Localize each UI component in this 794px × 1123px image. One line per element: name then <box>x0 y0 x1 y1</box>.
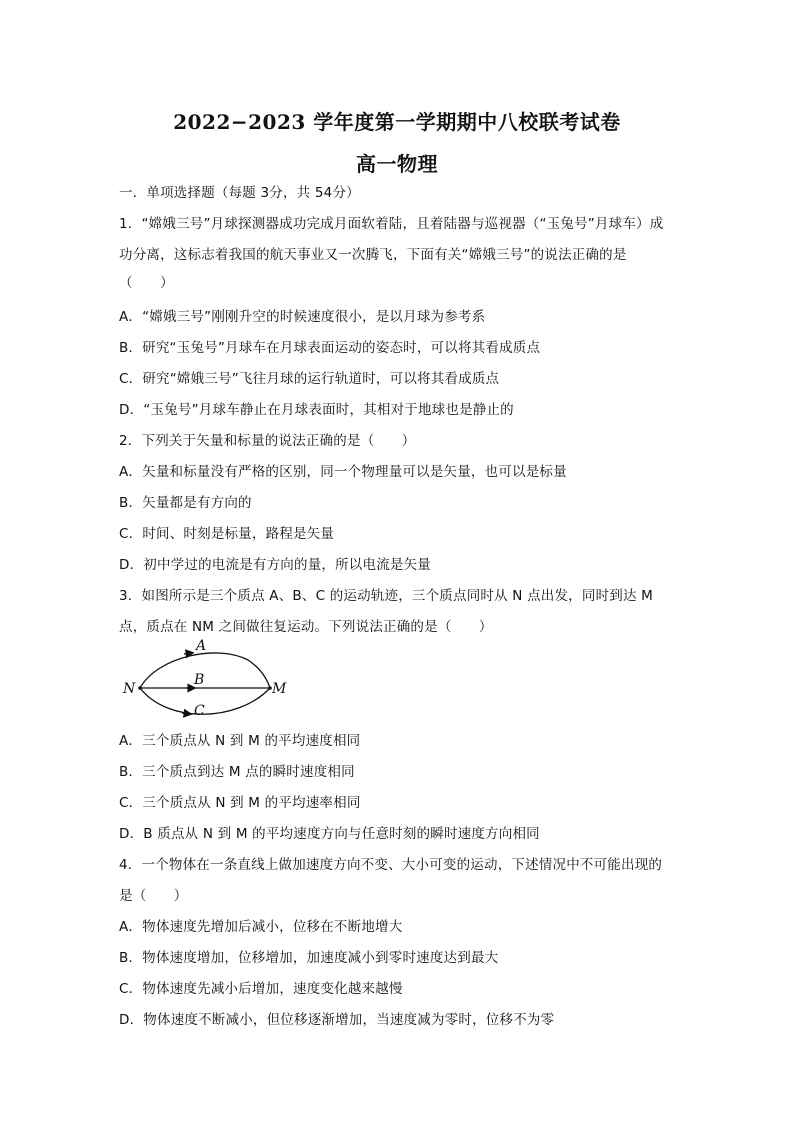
q3-stem-line1: 3．如图所示是三个质点 A、B、C 的运动轨迹，三个质点同时从 N 点出发，同时到达 M <box>119 588 654 604</box>
q1-option-d: D．“玉兔号”月球车静止在月球表面时，其相对于地球也是静止的 <box>119 402 514 418</box>
section-heading: 一．单项选择题（每题 3分，共 54分） <box>119 185 360 201</box>
q2-option-c: C．时间、时刻是标量，路程是矢量 <box>119 526 335 542</box>
label-a: A <box>196 638 207 654</box>
q1-option-c: C．研究“嫦娥三号”飞往月球的运行轨道时，可以将其看成质点 <box>119 371 500 387</box>
q4-option-d: D．物体速度不断减小，但位移逐渐增加，当速度减为零时，位移不为零 <box>119 1012 555 1028</box>
q2-option-a: A．矢量和标量没有严格的区别，同一个物理量可以是矢量，也可以是标量 <box>119 464 567 480</box>
path-a-curve <box>140 653 270 688</box>
q1-option-a: A．“嫦娥三号”刚刚升空的时候速度很小，是以月球为参考系 <box>119 309 486 325</box>
q2-option-b: B．矢量都是有方向的 <box>119 495 252 511</box>
trajectory-figure <box>118 634 298 724</box>
label-c: C <box>194 703 205 719</box>
q2-option-d: D．初中学过的电流是有方向的量，所以电流是矢量 <box>119 557 431 573</box>
q1-option-b: B．研究“玉兔号”月球车在月球表面运动的姿态时，可以将其看成质点 <box>119 340 541 356</box>
path-a-arrow <box>184 653 192 654</box>
q3-option-d: D．B 质点从 N 到 M 的平均速度方向与任意时刻的瞬时速度方向相同 <box>119 826 540 842</box>
label-n: N <box>123 681 136 697</box>
q3-option-b: B．三个质点到达 M 点的瞬时速度相同 <box>119 764 355 780</box>
q4-option-c: C．物体速度先减小后增加，速度变化越来越慢 <box>119 981 403 997</box>
q4-stem-line2: 是（ ） <box>119 888 188 904</box>
path-c-curve <box>140 688 270 714</box>
q4-stem-line1: 4．一个物体在一条直线上做加速度方向不变、大小可变的运动，下述情况中不可能出现的 <box>119 857 663 873</box>
exam-subtitle: 高一物理 <box>356 152 438 176</box>
q3-option-a: A．三个质点从 N 到 M 的平均速度相同 <box>119 733 361 749</box>
exam-title: 2022−2023 学年度第一学期期中八校联考试卷 <box>173 110 621 134</box>
q3-stem-line2: 点，质点在 NM 之间做往复运动。下列说法正确的是（ ） <box>119 619 493 635</box>
point-n <box>138 686 142 690</box>
q1-stem-line2: 功分离，这标志着我国的航天事业又一次腾飞，下面有关“嫦娥三号”的说法正确的是 <box>119 247 627 263</box>
q1-stem-line1: 1．“嫦娥三号”月球探测器成功完成月面软着陆，且着陆器与巡视器（“玉兔号”月球车）成 <box>119 216 664 232</box>
label-m: M <box>272 681 287 697</box>
q4-option-a: A．物体速度先增加后减小，位移在不断地增大 <box>119 919 403 935</box>
q1-stem-line3: （ ） <box>119 275 174 291</box>
label-b: B <box>194 672 205 688</box>
q2-stem: 2．下列关于矢量和标量的说法正确的是（ ） <box>119 433 416 449</box>
q3-option-c: C．三个质点从 N 到 M 的平均速率相同 <box>119 795 361 811</box>
q4-option-b: B．物体速度增加，位移增加，加速度减小到零时速度达到最大 <box>119 950 499 966</box>
